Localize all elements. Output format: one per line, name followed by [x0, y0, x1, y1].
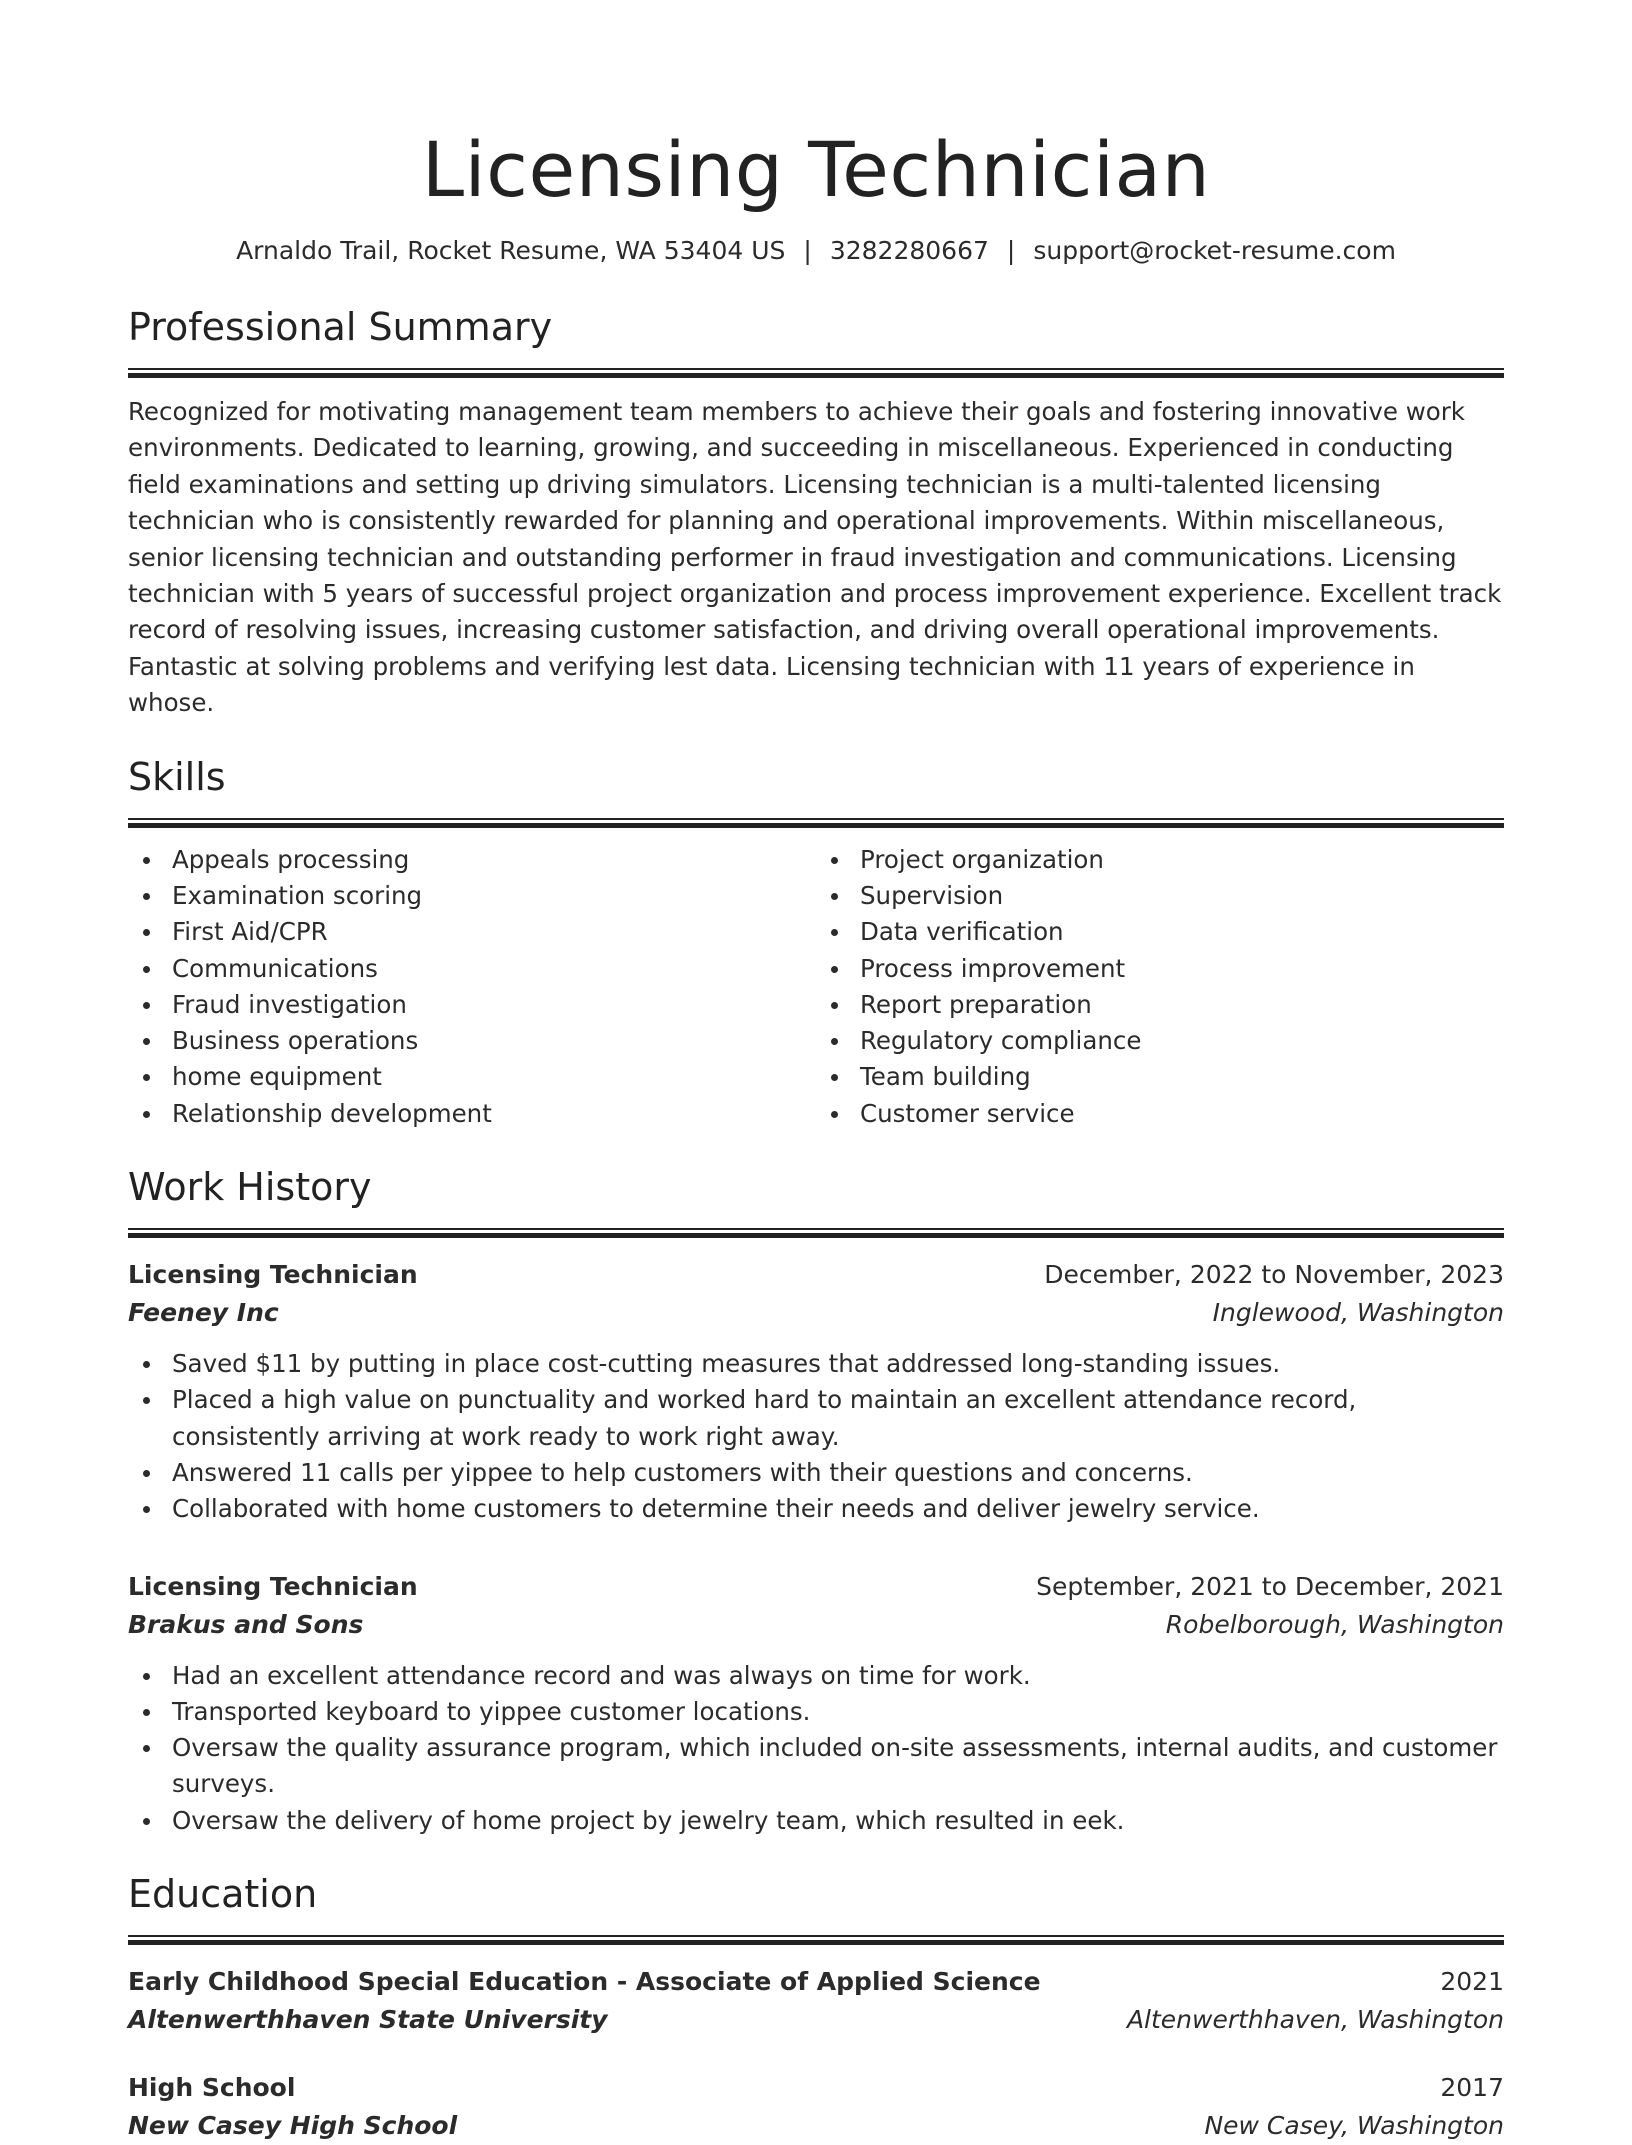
- skill-item: Relationship development: [128, 1096, 816, 1132]
- job-bullet: Oversaw the delivery of home project by jewelry team, which resulted in eek.: [128, 1803, 1504, 1839]
- education-school-row: [128, 2001, 1504, 2039]
- job-bullet: Had an excellent attendance record and was always on time for work.: [128, 1658, 1504, 1694]
- education-year: 2021: [1440, 1967, 1504, 1996]
- education-school: New Casey High School: [128, 2111, 458, 2140]
- job-bullet: Answered 11 calls per yippee to help customers with their questions and concerns.: [128, 1455, 1504, 1491]
- skill-item: Data verification: [816, 914, 1504, 950]
- education-school-row: [128, 2107, 1504, 2145]
- job-company: Feeney Inc: [128, 1298, 279, 1328]
- section-title: Work History: [128, 1165, 372, 1210]
- section-divider: [128, 368, 1504, 378]
- job-company-row: [128, 1294, 1504, 1332]
- section-divider: [128, 1935, 1504, 1945]
- skills-section: [128, 752, 1504, 1132]
- resume-name: Licensing Technician: [421, 125, 1211, 214]
- skill-item: Fraud investigation: [128, 987, 816, 1023]
- skill-item: Process improvement: [816, 951, 1504, 987]
- skill-item: First Aid/CPR: [128, 914, 816, 950]
- skill-item: Communications: [128, 951, 816, 987]
- contact-phone: 3282280667: [829, 236, 989, 265]
- job-bullets: [128, 1346, 1504, 1527]
- skills-list-right: [816, 842, 1504, 1132]
- job-location: Inglewood, Washington: [1212, 1298, 1504, 1328]
- education-entry: [128, 1963, 1504, 2039]
- job-bullet: Oversaw the quality assurance program, which included on-site assessments, internal audits, and customer surveys.: [128, 1730, 1504, 1803]
- skill-item: Report preparation: [816, 987, 1504, 1023]
- section-title: Skills: [128, 754, 226, 799]
- education-header-row: [128, 1963, 1504, 2001]
- education-entry: [128, 2069, 1504, 2145]
- section-title: Professional Summary: [128, 305, 553, 349]
- section-divider: [128, 818, 1504, 828]
- skill-item: Regulatory compliance: [816, 1023, 1504, 1059]
- job-dates: September, 2021 to December, 2021: [1036, 1571, 1504, 1601]
- education-school: Altenwerthhaven State University: [128, 2005, 608, 2034]
- contact-email: support@rocket-resume.com: [1033, 236, 1396, 265]
- job-entry: [128, 1256, 1504, 1527]
- job-header-row: [128, 1568, 1504, 1606]
- skill-item: Business operations: [128, 1023, 816, 1059]
- summary-text: Recognized for motivating management team members to achieve their goals and fostering innovative work environments. Dedicated to learning, growing, and succeeding in miscellaneous. Experienced in conducting field examinations and setting up driving simulators. Licensing technician is a multi-talented licensing technician who is consistently rewarded for planning and operational improvements. Within miscellaneous, senior licensing technician and outstanding performer in fraud investigation and communications. Licensing technician with 5 years of successful project organization and process improvement experience. Excellent track record of resolving issues, increasing customer satisfaction, and driving overall operational improvements. Fantastic at solving problems and verifying lest data. Licensing technician with 11 years of experience in whose.: [128, 397, 1502, 718]
- skill-item: Team building: [816, 1059, 1504, 1095]
- job-dates: December, 2022 to November, 2023: [1044, 1260, 1504, 1290]
- work-history-section: [128, 1162, 1504, 1839]
- job-bullet: Placed a high value on punctuality and worked hard to maintain an excellent attendance record, consistently arriving at work ready to work right away.: [128, 1382, 1504, 1455]
- contact-address: Arnaldo Trail, Rocket Resume, WA 53404 US: [236, 236, 786, 265]
- job-bullet: Transported keyboard to yippee customer locations.: [128, 1694, 1504, 1730]
- skill-item: Project organization: [816, 842, 1504, 878]
- skill-item: Supervision: [816, 878, 1504, 914]
- job-header-row: [128, 1256, 1504, 1294]
- skill-item: Examination scoring: [128, 878, 816, 914]
- job-role: Licensing Technician: [128, 1260, 418, 1290]
- contact-line: [128, 234, 1504, 268]
- resume-page: [128, 118, 1504, 2145]
- job-company-row: [128, 1606, 1504, 1644]
- skill-item: Customer service: [816, 1096, 1504, 1132]
- section-divider: [128, 1228, 1504, 1238]
- education-section: [128, 1869, 1504, 2145]
- job-location: Robelborough, Washington: [1165, 1609, 1504, 1639]
- contact-separator: |: [803, 236, 812, 265]
- education-degree: High School: [128, 2073, 296, 2102]
- skills-columns: [128, 842, 1504, 1132]
- education-year: 2017: [1440, 2073, 1504, 2102]
- education-location: New Casey, Washington: [1204, 2111, 1504, 2140]
- skill-item: home equipment: [128, 1059, 816, 1095]
- summary-section: [128, 302, 1504, 722]
- job-entry: [128, 1568, 1504, 1839]
- education-location: Altenwerthhaven, Washington: [1126, 2005, 1504, 2034]
- job-bullet: Collaborated with home customers to determine their needs and deliver jewelry service.: [128, 1491, 1504, 1527]
- job-bullet: Saved $11 by putting in place cost-cutting measures that addressed long-standing issues.: [128, 1346, 1504, 1382]
- job-bullets: [128, 1658, 1504, 1839]
- section-title: Education: [128, 1872, 318, 1916]
- skills-list-left: [128, 842, 816, 1132]
- job-role: Licensing Technician: [128, 1571, 418, 1601]
- education-degree: Early Childhood Special Education - Associate of Applied Science: [128, 1967, 1041, 1996]
- skill-item: Appeals processing: [128, 842, 816, 878]
- education-header-row: [128, 2069, 1504, 2107]
- job-company: Brakus and Sons: [128, 1609, 364, 1639]
- contact-separator: |: [1006, 236, 1016, 265]
